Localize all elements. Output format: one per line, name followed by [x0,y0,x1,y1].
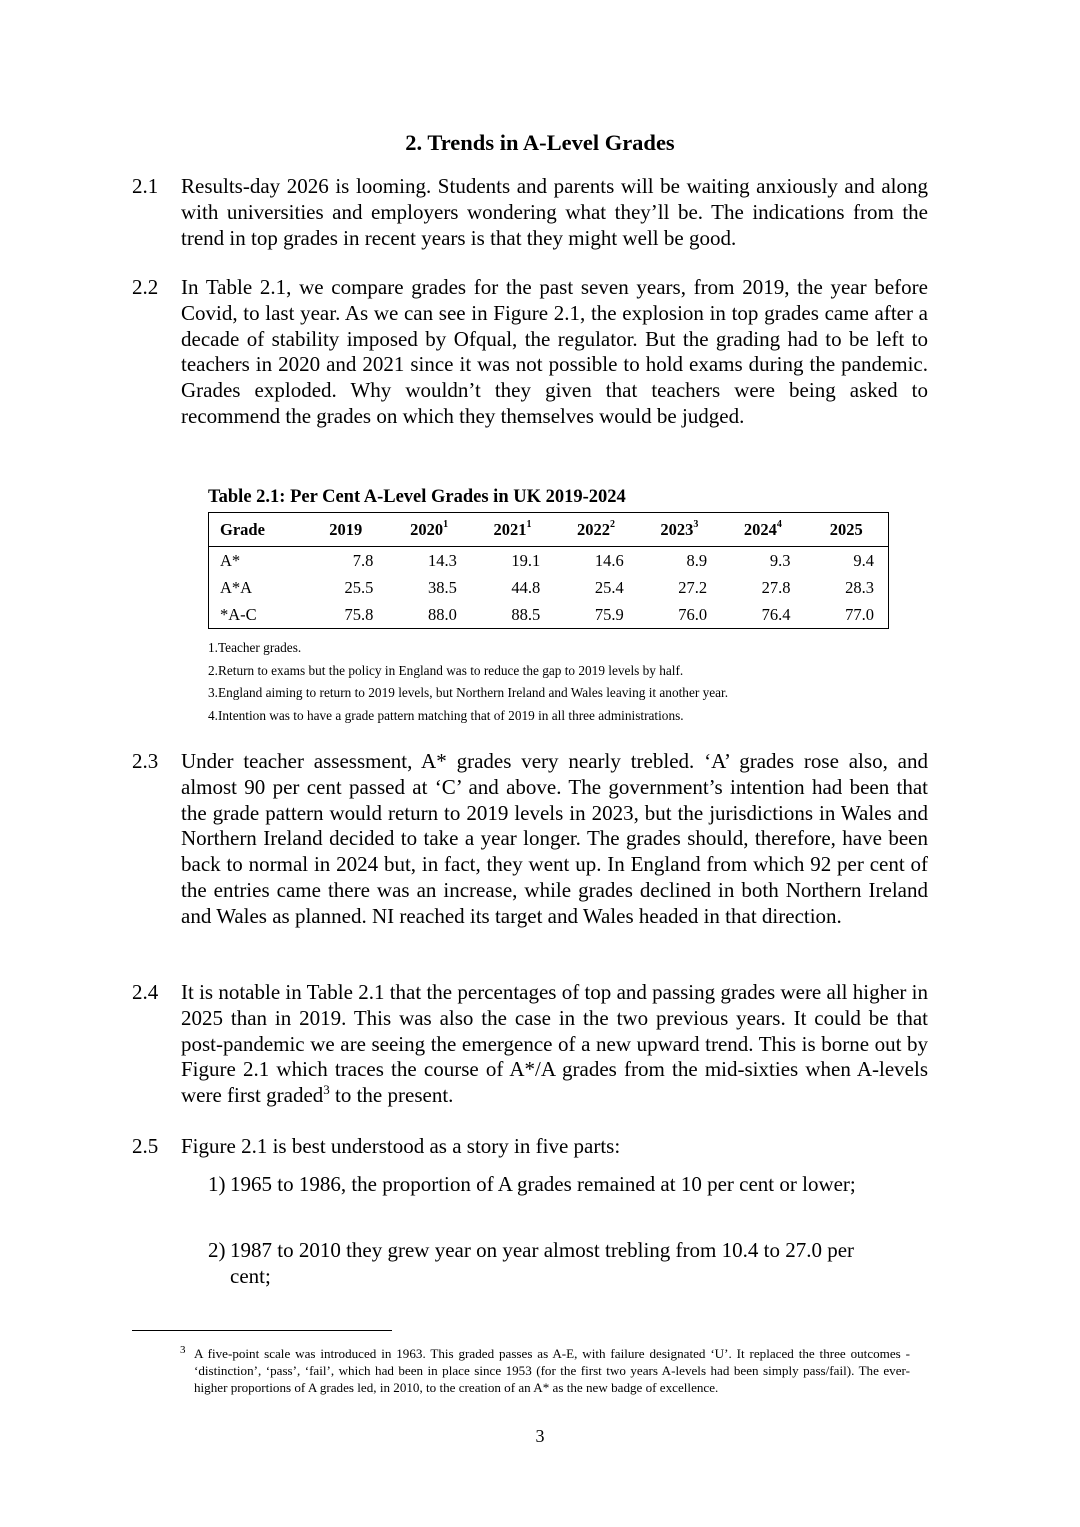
paragraph-text: In Table 2.1, we compare grades for the past seven years, from 2019, the year before Covid, to last year. As we can see in Figure 2.1, the explosion in top grades came after a decade of stability imposed by Ofqual, the regulator. But the grading had to be left to teachers in 2020 and 2021 since it was not possible to hold exams during the pandemic. Grades exploded. Why wouldn’t they given that teachers were being asked to recommend the grades on which they themselves would be judged. [181,275,928,428]
list-text: 1987 to 2010 they grew year on year almost trebling from 10.4 to 27.0 per cent; [230,1238,855,1288]
table-caption: Table 2.1: Per Cent A-Level Grades in UK 2019-2024 [208,487,626,507]
table-cell: 14.3 [427,550,457,570]
table-cell: 8.9 [686,550,708,570]
paragraph-number: 2.3 [132,749,159,773]
list-item [208,1172,891,1198]
table-cell: 77.0 [845,604,874,624]
table-cell: 76.4 [761,604,791,624]
table-cell: 9.3 [769,550,791,570]
footnote [180,1345,910,1396]
table-row [209,601,888,628]
column-header: 2023$^3$ [638,513,721,547]
table-cell: A*A [220,577,253,597]
grades-table [208,512,889,629]
table-cell: 27.2 [678,577,708,597]
footnote-reference[interactable]: 3 [323,1082,330,1098]
table-cell: 28.3 [845,577,874,597]
table-row [209,574,888,601]
table-cell: A* [220,550,241,570]
footnote-separator [132,1330,392,1331]
column-header: 2021$^1$ [471,513,554,547]
table-notes [208,637,728,727]
paragraph-text: Figure 2.1 is best understood as a story in five parts: [181,1134,621,1158]
paragraph-number: 2.5 [132,1134,159,1158]
list-text: 1965 to 1986, the proportion of A grades remained at 10 per cent or lower; [230,1172,856,1196]
table-note: 3.England aiming to return to 2019 levels, but Northern Ireland and Wales leaving it another year. [208,685,729,700]
paragraph-text: It is notable in Table 2.1 that the percentages of top and passing grades were all higher in 2025 than in 2019. This was also the case in the two previous years. It could be that post-pandemic we are seeing the emergence of a new upward trend. This is borne out by Figure 2.1 which traces the course of A*/A grades from the mid-sixties when A-levels were first graded$^3$ to the present. [181,980,928,1108]
list-number: 2) [208,1238,226,1262]
paragraph-number: 2.1 [132,174,159,198]
table-cell: 88.0 [427,604,457,624]
paragraph-text: Results-day 2026 is looming. Students and parents will be waiting anxiously and along with universities and employers wondering what they’ll be. The indications from the trend in top grades in recent years is that they might well be good. [181,174,928,250]
footnote-text: A five-point scale was introduced in 1963. This graded passes as A-E, with failure designated ‘U’. It replaced the three outcomes - ‘distinction’, ‘pass’, ‘fail’, which had been in place since 1953 (for the first two years A-levels had been simply pass/fail). The ever-higher proportions of A grades led, in 2010, to the creation of an A* as the new badge of excellence. [194,1346,910,1395]
table-cell: 38.5 [427,577,457,597]
table-note: 4.Intention was to have a grade pattern matching that of 2019 in all three administrations. [208,707,684,723]
column-header: Grade [209,513,304,547]
table-cell: 88.5 [511,604,541,624]
paragraph-number: 2.2 [132,275,159,299]
table-note: 2.Return to exams but the policy in England was to reduce the gap to 2019 levels by half. [208,662,684,678]
list-item [208,1238,891,1290]
table-cell: 44.8 [511,577,541,597]
column-header: 2020$^1$ [387,513,470,547]
column-header: 2022$^2$ [554,513,637,547]
table-cell: 75.8 [344,604,374,624]
column-header: 2025 [805,513,888,547]
table-cell: 19.1 [511,550,541,570]
page-number: 3 [535,1426,545,1446]
column-header: 2024$^4$ [721,513,804,547]
table-cell: 76.0 [678,604,708,624]
paragraph-number: 2.4 [132,980,159,1004]
table-cell: *A-C [220,604,257,624]
table-cell: 75.9 [594,604,624,624]
table-header-row [209,513,888,547]
table-cell: 9.4 [853,550,874,570]
table-cell: 27.8 [761,577,791,597]
table-cell: 25.4 [594,577,624,597]
section-title: 2. Trends in A-Level Grades [405,130,675,155]
table-cell: 7.8 [352,550,374,570]
column-header: 2019 [304,513,387,547]
list-number: 1) [208,1172,226,1196]
paragraph-text: Under teacher assessment, A* grades very nearly trebled. ‘A’ grades rose also, and almost 90 per cent passed at ‘C’ and above. The government’s intention had been that the grade pattern would return to 2019 levels in 2023, but the jurisdictions in Wales and Northern Ireland decided to take a year longer. The grades should, therefore, have been back to normal in 2024 but, in fact, they went up. In England from which 92 per cent of the entries came there was an increase, while grades declined in both Northern Ireland and Wales as planned. NI reached its target and Wales headed in that direction. [181,749,928,928]
table-row [209,547,888,575]
table-cell: 25.5 [344,577,374,597]
table-note: 1.Teacher grades. [208,640,302,655]
footnote-number: 3 [180,1344,186,1356]
table-cell: 14.6 [594,550,624,570]
